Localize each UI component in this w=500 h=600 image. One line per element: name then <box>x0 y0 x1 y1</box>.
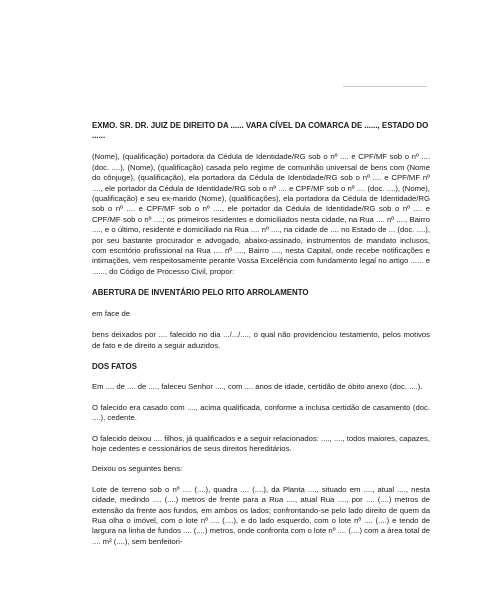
fato-paragraph-1: Em .... de .... de ...., faleceu Senhor ...., com .... anos de idade, certidão de óbito anexo (doc. ....). <box>92 382 423 392</box>
header-rule <box>343 86 427 87</box>
heading-inventario: ABERTURA DE INVENTÁRIO PELO RITO ARROLAMENTO <box>92 288 309 298</box>
fato-paragraph-3: O falecido deixou .... filhos, já qualificados e a seguir relacionados: ...., ...., todos maiores, capazes, hoje cedentes e cessionários de seus direitos hereditários. <box>92 433 431 453</box>
intro-paragraph: (Nome), (qualificação) portadora da Cédula de Identidade/RG sob o nº .... e CPF/MF sob o nº .... (doc. ....), (Nome), (qualificação) casada pelo regime de comunhão universal de bens com (Nome do cônjuge), (qualificação), ela portadora da Cédula de Identidade/RG sob o nº .... e CPF/MF nº ...., ele portador da Cédula de Identidade/RG sob o nº .... e CPF/MF sob o nº .... (doc. ....), (Nome), (qualificação) e seu ex-marido (Nome), (qualificações), ela portadora da Cédula de Identidade/RG sob o nº .... e CPF/MF sob o nº ...., ele portador da Cédula de Identidade/RG sob o nº .... e CPF/MF sob o nº ....; os primeiros residentes e domiciliados nesta cidade, na Rua .... nº ...., Bairro ...., e o último, residente e domiciliado na Rua .... nº ...., na cidade de .... no Estado de ... (doc. ....), por seu bastante procurador e advogado, abaixo-assinado, instrumentos de mandato inclusos, com escritório profissional na Rua .... nº ...., Bairro ...., nesta Capital, onde recebe notificações e intimações, vem respeitosamente perante Vossa Excelência com fundamento legal no artigo ...... e ......, do Código de Processo Civil, propor: <box>92 152 430 276</box>
heading-fatos: DOS FATOS <box>92 361 137 371</box>
court-header: EXMO. SR. DR. JUIZ DE DIREITO DA ...... VARA CÍVEL DA COMARCA DE ......, ESTADO DO ...... <box>92 121 429 141</box>
document-body <box>92 121 430 547</box>
bens-paragraph: bens deixados por .... falecido no dia .../.../...., o qual não providenciou testamento, pelos motivos de fato e de direito a seguir aduzidos. <box>92 330 430 350</box>
lote-paragraph: Lote de terreno sob o nº .... (....), quadra .... (....), da Planta ...., situado em ...., atual ...., nesta cidade, medindo .... (....) metros de frente para a Rua ...., atual Rua ...., por .... (....) metros de extensão da frente aos fundos, em ambos os lados; confrontando-se pelo lado direito de quem da Rua olha o imóvel, com o lote nº .... (....), e do lado esquerdo, com o lote nº .... (....) e tendo de largura na linha de fundos .... (....) metros, onde confronta com o lote nº .... (....) com a área total de .... m² (....), sem benfeitori- <box>92 484 430 546</box>
em-face-line: em face de <box>92 308 131 318</box>
fato-paragraph-4: Deixou os seguintes bens: <box>92 464 183 474</box>
fato-paragraph-2: O falecido era casado com ...., acima qualificada, conforme a inclusa certidão de casamento (doc. ....), cedente. <box>92 402 430 423</box>
